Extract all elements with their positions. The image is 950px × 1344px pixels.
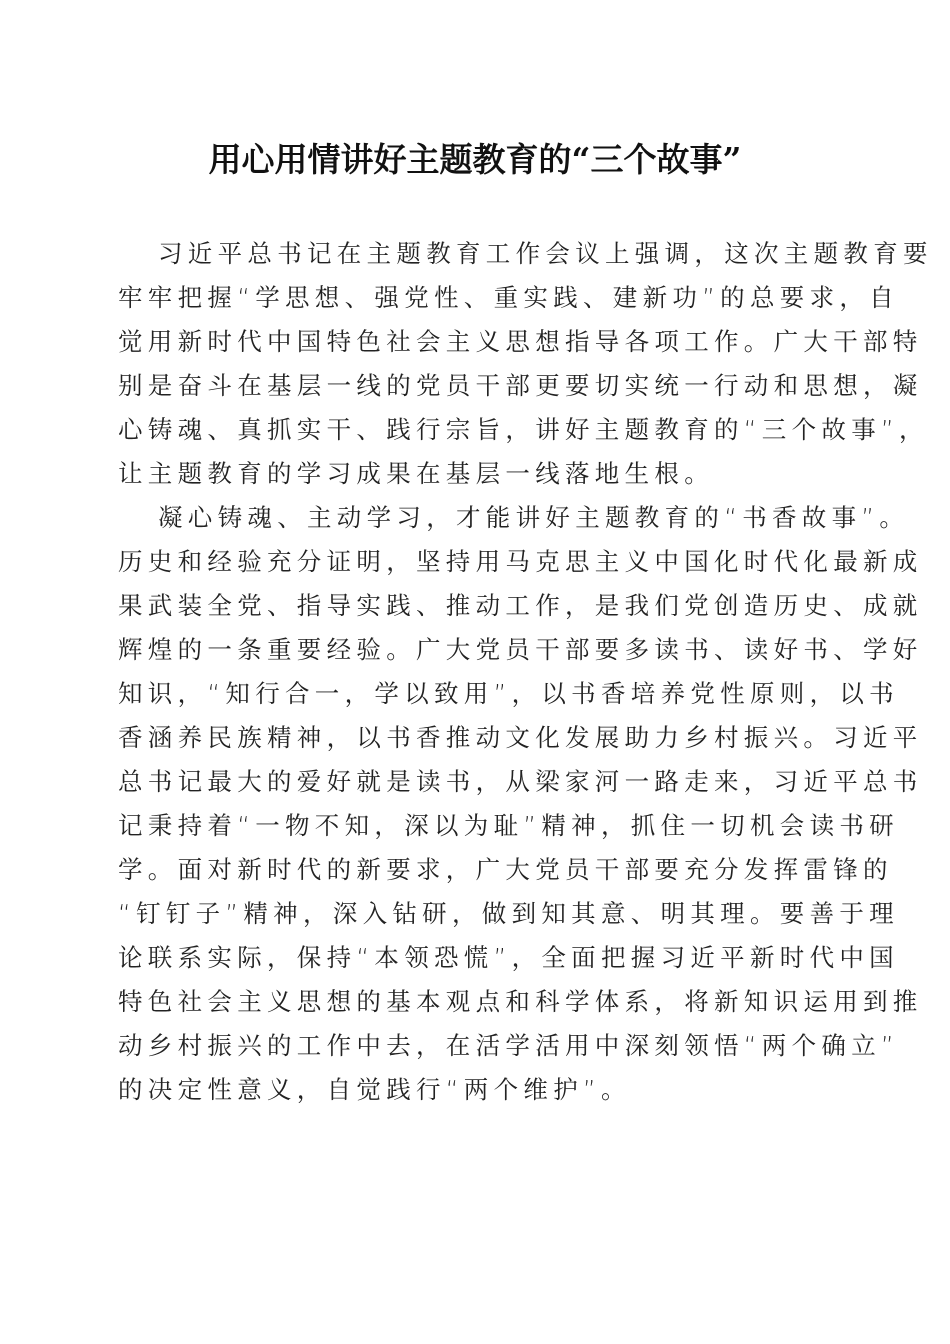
paragraph-line: 记秉持着“一物不知，深以为耻”精神，抓住一切机会读书研 (118, 811, 899, 840)
paragraph-line: 牢牢把握“学思想、强党性、重实践、建新功”的总要求，自 (118, 283, 899, 312)
paragraph-line: 知识，“知行合一，学以致用”，以书香培养党性原则，以书 (118, 679, 899, 708)
paragraph-line: 觉用新时代中国特色社会主义思想指导各项工作。广大干部特 (118, 327, 923, 356)
document-body (118, 232, 933, 1112)
paragraph-line: 历史和经验充分证明，坚持用马克思主义中国化时代化最新成 (118, 547, 923, 576)
paragraph-line: 特色社会主义思想的基本观点和科学体系，将新知识运用到推 (118, 987, 923, 1016)
paragraph-line: “钉钉子”精神，深入钻研，做到知其意、明其理。要善于理 (118, 899, 899, 928)
paragraph-line: 动乡村振兴的工作中去，在活学活用中深刻领悟“两个确立” (118, 1031, 899, 1060)
paragraph-line: 香涵养民族精神，以书香推动文化发展助力乡村振兴。习近平 (118, 723, 923, 752)
paragraph-line: 辉煌的一条重要经验。广大党员干部要多读书、读好书、学好 (118, 635, 923, 664)
paragraph-line: 凝心铸魂、主动学习，才能讲好主题教育的“书香故事”。 (158, 503, 910, 532)
paragraph-line: 学。面对新时代的新要求，广大党员干部要充分发挥雷锋的 (118, 855, 893, 884)
paragraph-1 (118, 232, 933, 496)
paragraph-line: 总书记最大的爱好就是读书，从梁家河一路走来，习近平总书 (118, 767, 923, 796)
paragraph-line: 果武装全党、指导实践、推动工作，是我们党创造历史、成就 (118, 591, 923, 620)
paragraph-line: 习近平总书记在主题教育工作会议上强调，这次主题教育要 (158, 239, 933, 268)
document-title: 用心用情讲好主题教育的“三个故事” (208, 140, 742, 179)
paragraph-line: 的决定性意义，自觉践行“两个维护”。 (118, 1075, 631, 1104)
paragraph-line: 让主题教育的学习成果在基层一线落地生根。 (118, 459, 714, 488)
paragraph-line: 心铸魂、真抓实干、践行宗旨，讲好主题教育的“三个故事”， (118, 415, 929, 444)
paragraph-line: 论联系实际，保持“本领恐慌”，全面把握习近平新时代中国 (118, 943, 899, 972)
paragraph-2 (118, 496, 923, 1112)
paragraph-line: 别是奋斗在基层一线的党员干部更要切实统一行动和思想，凝 (118, 371, 923, 400)
